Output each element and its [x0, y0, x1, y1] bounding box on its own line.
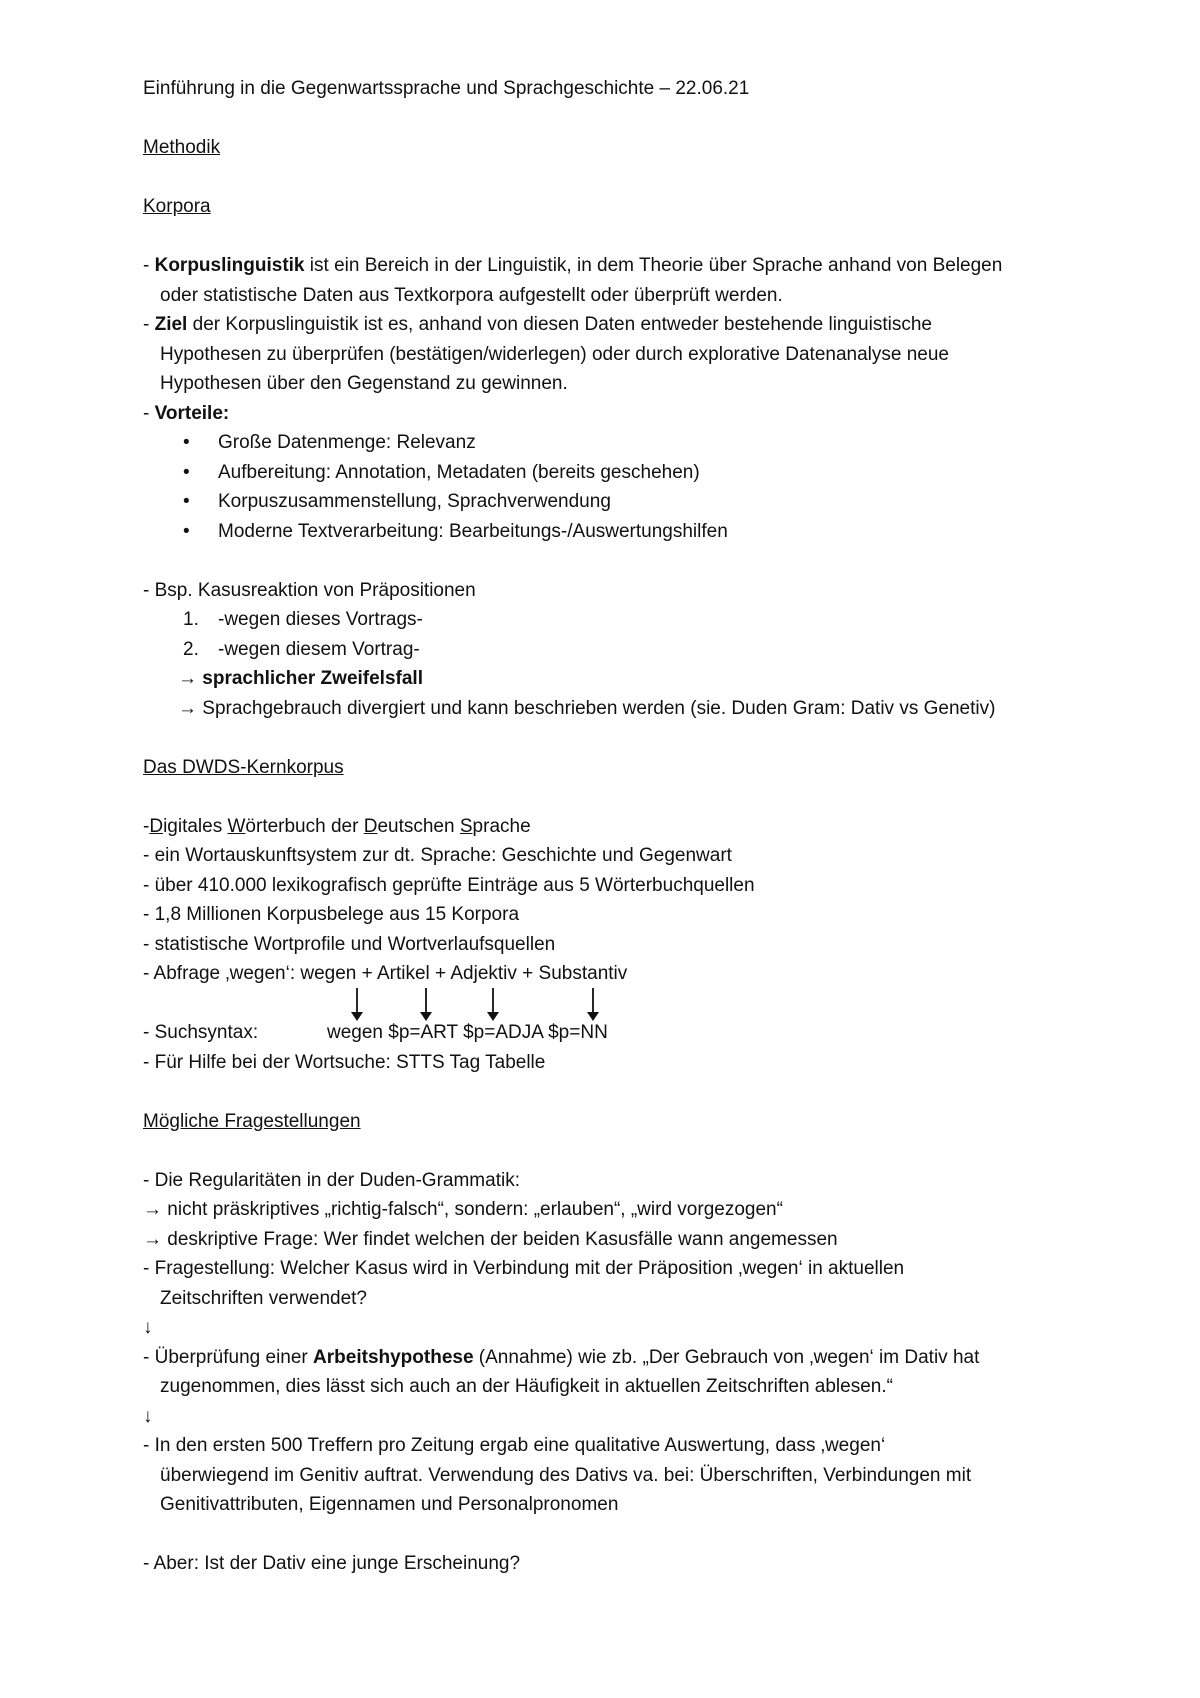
- right-arrow-icon: →: [143, 1199, 162, 1220]
- bullet-icon: •: [183, 461, 190, 483]
- korpora-paragraph-2-cont: Hypothesen zu überprüfen (bestätigen/widerlegen) oder durch explorative Datenanalyse neue: [160, 343, 950, 365]
- fragen-line: - In den ersten 500 Treffern pro Zeitung ergab eine qualitative Auswertung, dass ‚wegen‘: [143, 1435, 886, 1456]
- suchsyntax-label: - Suchsyntax:: [143, 1022, 259, 1043]
- right-arrow-icon: →: [178, 668, 197, 689]
- down-arrow-icon: [586, 988, 600, 1022]
- suchsyntax-value: wegen $p=ART $p=ADJA $p=NN: [327, 1022, 608, 1043]
- abfrage-line: - Abfrage ‚wegen‘: wegen + Artikel + Adjektiv + Substantiv: [143, 963, 628, 984]
- document-body: [143, 74, 1143, 1579]
- fragen-line: - Überprüfung einer Arbeitshypothese (Annahme) wie zb. „Der Gebrauch von ‚wegen‘ im Dativ hat: [143, 1346, 980, 1368]
- bullet-icon: •: [183, 432, 190, 453]
- fragen-line: - Fragestellung: Welcher Kasus wird in Verbindung mit der Präposition ‚wegen‘ in aktuellen: [143, 1258, 905, 1279]
- numbered-item: 1. -wegen dieses Vortrags-: [183, 609, 423, 630]
- arrow-line: → nicht präskriptives „richtig-falsch“, sondern: „erlauben“, „wird vorgezogen“: [143, 1199, 783, 1220]
- dwds-line: - Für Hilfe bei der Wortsuche: STTS Tag Tabelle: [143, 1051, 546, 1073]
- fragen-line-cont: Genitivattributen, Eigennamen und Personalpronomen: [160, 1494, 619, 1515]
- bullet-icon: •: [183, 520, 190, 542]
- bullet-item: • Große Datenmenge: Relevanz: [143, 428, 1143, 458]
- down-arrow-icon: ↓: [143, 1405, 153, 1427]
- syntax-arrows: [143, 989, 1143, 1019]
- dwds-line: - ein Wortauskunftsystem zur dt. Sprache: Geschichte und Gegenwart: [143, 845, 732, 866]
- dwds-line: - statistische Wortprofile und Wortverlaufsquellen: [143, 933, 556, 955]
- section-heading-methodik: Methodik: [143, 137, 221, 158]
- korpora-paragraph-1: - Korpuslinguistik ist ein Bereich in der Linguistik, in dem Theorie über Sprache anhand von Belegen: [143, 255, 1003, 276]
- down-arrow-icon: [486, 988, 500, 1022]
- korpora-paragraph-2: - Ziel der Korpuslinguistik ist es, anhand von diesen Daten entweder bestehende linguistische: [143, 314, 932, 335]
- document-title: Einführung in die Gegenwartssprache und Sprachgeschichte – 22.06.21: [143, 78, 750, 99]
- arrow-line: → sprachlicher Zweifelsfall: [178, 668, 423, 689]
- beispiel-line: - Bsp. Kasusreaktion von Präpositionen: [143, 579, 476, 601]
- arrow-line: → deskriptive Frage: Wer findet welchen der beiden Kasusfälle wann angemessen: [143, 1228, 838, 1250]
- bullet-item: • Aufbereitung: Annotation, Metadaten (bereits geschehen): [143, 458, 1143, 488]
- korpora-paragraph-2-cont: Hypothesen über den Gegenstand zu gewinnen.: [160, 373, 568, 394]
- section-heading-dwds: Das DWDS-Kernkorpus: [143, 756, 344, 778]
- fragen-line-cont: zugenommen, dies lässt sich auch an der Häufigkeit in aktuellen Zeitschriften ablesen.“: [160, 1376, 893, 1397]
- vorteile-label: - Vorteile:: [143, 402, 230, 424]
- dwds-line: - 1,8 Millionen Korpusbelege aus 15 Korpora: [143, 904, 520, 925]
- bullet-item: • Moderne Textverarbeitung: Bearbeitungs-/Auswertungshilfen: [143, 517, 1143, 547]
- dwds-acronym-line: -Digitales Wörterbuch der Deutschen Sprache: [143, 815, 531, 837]
- down-arrow-icon: ↓: [143, 1317, 153, 1338]
- down-arrow-icon: [350, 988, 364, 1022]
- korpora-paragraph-1-cont: oder statistische Daten aus Textkorpora aufgestellt oder überprüft werden.: [160, 284, 783, 306]
- right-arrow-icon: →: [143, 1228, 162, 1250]
- dwds-line: - über 410.000 lexikografisch geprüfte Einträge aus 5 Wörterbuchquellen: [143, 874, 755, 896]
- section-heading-korpora: Korpora: [143, 196, 211, 217]
- fragen-line: - Die Regularitäten in der Duden-Grammatik:: [143, 1169, 520, 1191]
- section-heading-fragestellungen: Mögliche Fragestellungen: [143, 1110, 361, 1132]
- right-arrow-icon: →: [178, 697, 197, 719]
- fragen-line-cont: überwiegend im Genitiv auftrat. Verwendung des Dativs va. bei: Überschriften, Verbindungen mit: [160, 1464, 972, 1486]
- bullet-item: • Korpuszusammenstellung, Sprachverwendung: [143, 487, 1143, 517]
- suchsyntax-line: [143, 1018, 1143, 1048]
- fragen-line-cont: Zeitschriften verwendet?: [160, 1287, 367, 1309]
- down-arrow-icon: [419, 988, 433, 1022]
- bullet-icon: •: [183, 491, 190, 512]
- fragen-line: - Aber: Ist der Dativ eine junge Erscheinung?: [143, 1553, 521, 1574]
- arrow-line: → Sprachgebrauch divergiert und kann beschrieben werden (sie. Duden Gram: Dativ vs Genetiv): [178, 697, 996, 719]
- numbered-item: 2. -wegen diesem Vortrag-: [183, 638, 420, 660]
